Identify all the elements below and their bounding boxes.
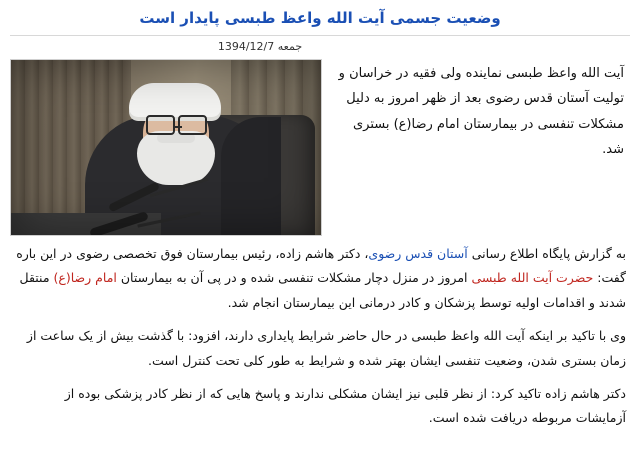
inline-link-highlight[interactable]: حضرت آیت الله طبسی (471, 270, 594, 286)
inline-link-highlight[interactable]: امام رضا(ع) (53, 270, 117, 286)
article-body (10, 242, 630, 431)
paragraph-text: امروز در منزل دچار مشکلات تنفسی شده و در پی آن به بیمارستان (116, 270, 472, 286)
article-paragraph (14, 324, 626, 373)
article-paragraph (14, 242, 626, 315)
paragraph-text: وی با تاکید بر اینکه آیت الله واعظ طبسی در حال حاضر شرایط پایداری دارند، افزود: با گذشت بیش از یک ساعت از زمان بستری شدن، وضعیت تنفسی ایشان بهتر شده و شرایط به طور کلی تحت کنترل است. (26, 328, 626, 368)
cleric-portrait-photo (10, 59, 322, 236)
photo-vignette (11, 60, 321, 235)
paragraph-text: به گزارش پایگاه اطلاع رسانی (467, 246, 626, 261)
inline-link[interactable]: آستان قدس رضوی (368, 246, 468, 261)
divider (10, 35, 630, 36)
article-lede: آیت الله واعظ طبسی نماینده ولی فقیه در خراسان و تولیت آستان قدس رضوی بعد از ظهر امروز به دلیل مشکلات تنفسی در بیمارستان امام رضا(ع) بستری شد. (338, 66, 624, 158)
paragraph-text: ، دکتر هاشم زاده، رئیس بیمارستان فوق تخصصی رضوی در این باره گفت: (16, 246, 626, 286)
paragraph-text: دکتر هاشم زاده تاکید کرد: از نظر قلبی نیز ایشان مشکلی ندارند و پاسخ هایی که از نظر کادر پزشکی بوده از آزمایشات مربوطه دریافت شده است. (64, 385, 626, 426)
page-title: وضعیت جسمی آیت الله واعظ طبسی پایدار است (139, 9, 501, 27)
article-date: جمعه 1394/12/7 (217, 40, 303, 53)
paragraph-text: منتقل شدند و اقدامات اولیه توسط پزشکان و کادر درمانی این بیمارستان انجام شد. (19, 270, 626, 310)
lede-block (10, 59, 630, 242)
article-paragraph (14, 382, 626, 431)
